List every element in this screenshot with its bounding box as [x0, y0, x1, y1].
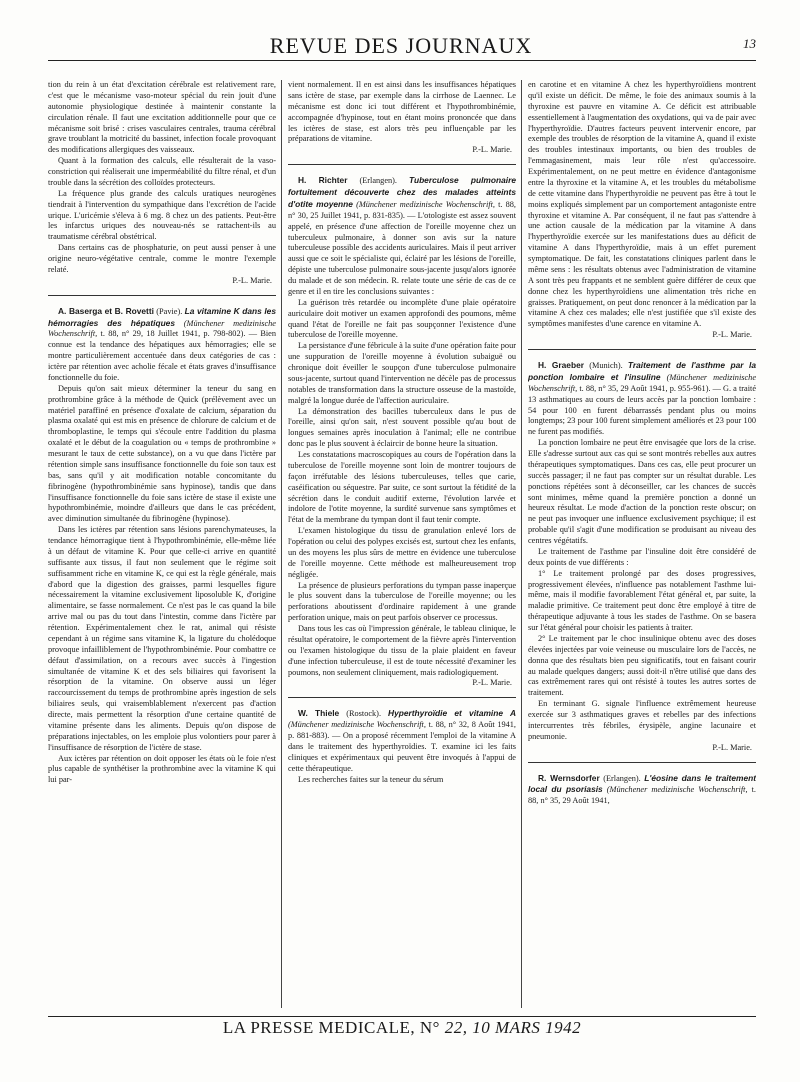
article-heading — [288, 708, 516, 774]
article-body: t. 88, n° 35, 29 Août 1941, p. 955-961). — G. a traité 13 asthmatiques au cours de leurs accès par la ponction lombaire : 54 pour 100 en furent débarrassés pendant plus ou moins longtemps; 23 pour 100 furent simplement améliorés et 23 pour 100 ne furent pas modifiés. — [528, 383, 756, 437]
paragraph: en carotine et en vitamine A chez les hyperthyroïdiens montrent qu'il existe un déficit. De même, le foie des animaux soumis à la thyroxine est pauvre en vitamine A. Ce déficit est attribuable essentiellement à l'augmentation des oxydations, qui va de pair avec l'hyperthyroïdie. D'autres facteurs peuvent intervenir encore, par exemple des troubles de résorption de la vitamine A, quand il existe des troubles intestinaux importants, ou bien des troubles de l'emmagasinement, mais leur rôle n'est qu'accessoire. Expérimentalement, on ne peut mettre en évidence d'antagonisme entre la thyroxine et la vitamine A, et les troubles du métabolisme de cette vitamine dans l'hyperthyroïdie ne peuvent pas être à tout le moins expliqués simplement par un comportement antagoniste entre thyroxine et vitamine A. Par conséquent, il ne faut pas s'attendre à une action causale de la médication par la vitamine A dans l'hyperthyroïdie exercée sur les manifestations dues au déficit de vitamine A dans l'hyperthyroïdie, mais à un effet purement symptomatique. De fait, les constatations cliniques parlent dans le même sens : les résultats obtenus avec l'administration de vitamine A sont très peu frappants et ne semblent guère différer de ceux que donne chez les hyperthyroïdiens une alimentation très riche en graisses. Pratiquement, on peut donc renoncer à la médication par la vitamine A chez ces malades; elle n'est justifiée que s'il existe des symptômes manifestes d'une carence en vitamine A. — [528, 80, 756, 329]
author-signature: P.-L. Marie. — [472, 678, 512, 688]
article-title: Tuberculose pulmonaire fortuitement découverte chez des malades atteints d'otite moyenne — [288, 175, 516, 209]
article-author: W. Thiele — [298, 708, 340, 719]
article-source: (Münchener medizinische Wochenschrift, — [288, 720, 426, 730]
article-source: (Münchener medizinische Wochenschrift, — [528, 372, 756, 393]
author-location: (Erlangen). — [603, 773, 641, 783]
article-title: L'éosine dans le traitement local du psoriasis — [528, 772, 756, 795]
footer-journal-name: LA PRESSE MEDICALE, N° — [222, 1018, 440, 1037]
paragraph: Quant à la formation des calculs, elle résulterait de la vaso-constriction qui réaliserait une imperméabilité du filtre rénal, et d'un trouble dans la sécrétion des colloïdes protecteurs. — [48, 156, 276, 187]
paragraph: La démonstration des bacilles tuberculeux dans le pus de l'oreille, ainsi qu'on sait, n'est souvent possible qu'au bout de longues semaines après inoculation à l'animal; elle ne contribue donc pas le plus souvent à éclaircir de bonne heure la situation. — [288, 406, 516, 449]
paragraph: Dans certains cas de phosphaturie, on peut aussi penser à une origine neuro-végétative centrale, comme le montre l'exemple relaté. — [48, 243, 276, 274]
paragraph: Depuis qu'on sait mieux déterminer la teneur du sang en prothrombine grâce à la méthode de Quick (prélèvement avec un matériel paraffiné en présence d'oxalate de calcium, séparation du plasma oxalaté qui est mis en présence de chlorure de calcium et de thromboplastine, le temps qui s'écoule entre l'addition du plasma oxalaté et le début de la coagulation ou « temps de prothrombine » mesurant le taux de cette substance), on a vu que dans l'ictère par rétention simple sans insuffisance fonctionnelle du foie son taux est bas, sans qu'il y ait modification notable concomitante du fibrinogène (hypothrombinémie sans hypinose), tandis que dans l'insuffisance fonctionnelle du foie sans ictère de stase il existe une hypothrombinémie, moindre d'ailleurs que dans le cas précédent, avec diminution simultanée du fibrinogène (hypinose). — [48, 383, 276, 524]
article-heading — [288, 175, 516, 298]
column-1 — [48, 80, 276, 1007]
article-body: t. 88, n° 29, 18 Juillet 1941, p. 798-802). — Bien connue est la tendance des hépatiques aux hémorragies; elle se montre particulièrement accentuée dans deux catégories de cas : ictère par rétention avec acholie fécale et états graves d'insuffisance fonctionnelle du foie. — [48, 329, 276, 382]
article-title: Hyperthyroïdie et vitamine A — [388, 708, 516, 719]
paragraph: En terminant G. signale l'influence extrêmement heureuse exercée sur 3 asthmatiques graves et rebelles par des infections intercurrentes très fébriles, érysipèle, angine lacunaire et pneumonie. — [528, 699, 756, 741]
paragraph: Dans tous les cas où l'impression générale, le tableau clinique, le résultat opératoire, le comportement de la fièvre après l'intervention ou l'examen histologique du tissu de la plaie plaident en faveur d'une infection tuberculeuse, il est de toute nécessité d'examiner les poumons, non seulement cliniquement, mais radiologiquement. — [288, 624, 516, 677]
author-location: (Erlangen). — [359, 176, 397, 186]
article-heading — [528, 773, 756, 808]
paragraph: La fréquence plus grande des calculs uratiques neurogènes tiendrait à l'intervention du sympathique dans l'excrétion de l'acide urique. L'uricémie s'éleva à 6 mg. 8 chez un des patients. Peut-être les infarctus uriques des nouveau-nés se rattachent-ils au traumatisme cérébral obstétrical. — [48, 188, 276, 242]
paragraph: L'examen histologique du tissu de granulation enlevé lors de l'opération ou celui des polypes excisés est, surtout chez les enfants, un des moyens les plus sûrs de mettre en évidence une tuberculose de l'oreille moyenne. Cette méthode est malheureusement trop négligée. — [288, 526, 516, 579]
journal-title: REVUE DES JOURNAUX — [269, 33, 533, 58]
article-title: Traitement de l'asthme par la ponction lombaire et l'insuline — [528, 360, 756, 382]
article-heading — [48, 306, 276, 384]
column-3 — [528, 80, 756, 1007]
paragraph: tion du rein à un état d'excitation cérébrale est relativement rare, c'est que le mécanisme vaso-moteur spécial du rein jouit d'une autonomie physiologique destinée à maintenir constante la circulation rénale. Il faut une excitation additionnelle pour que ce mécanisme soit brisé : crises vasculaires centrales, trauma cérébral grave troublant la motricité du bassinet, infection focale provoquant des modifications allergiques des vaisseaux. — [48, 80, 276, 155]
header-rule — [48, 60, 756, 61]
page-number: 13 — [743, 36, 756, 51]
article-author: H. Graeber — [538, 360, 584, 370]
author-signature: P.-L. Marie. — [232, 275, 272, 285]
article-body: t. 88, n° 35, 29 Août 1941, — [528, 785, 756, 806]
article-separator — [528, 349, 756, 350]
paragraph: Les constatations macroscopiques au cours de l'opération dans la tuberculose de l'oreille moyenne sont loin de montrer toujours de façon irréfutable des lésions tuberculeuses, telles que carie, caséification ou séquestre. Par suite, ce sont surtout la fétidité de la sécrétion dans le conduit auditif externe, l'évolution larvée et indolore de l'otite moyenne, la surdité survenue sans symptômes et l'état de la membrane du tympan dont il faut tenir compte. — [288, 450, 516, 525]
page-header — [40, 34, 762, 58]
author-signature: P.-L. Marie. — [712, 330, 752, 340]
author-location: (Pavie). — [156, 306, 183, 316]
paragraph: La guérison très retardée ou incomplète d'une plaie opératoire auriculaire doit motiver un examen approfondi des poumons, même quand l'état de l'oreille ne fait pas soupçonner l'existence d'une tuberculose de l'oreille moyenne. — [288, 297, 516, 340]
paragraph: Le traitement de l'asthme par l'insuline doit être considéré de deux points de vue différents : — [528, 546, 756, 567]
paragraph: Aux ictères par rétention on doit opposer les états où le foie n'est plus capable de synthétiser la prothrombine avec la vitamine K qui lui par- — [48, 753, 276, 785]
article-author: R. Wernsdorfer — [538, 772, 600, 783]
paragraph: Les recherches faites sur la teneur du sérum — [298, 774, 444, 784]
author-location: (Munich). — [589, 361, 623, 370]
footer-rule — [48, 1016, 756, 1017]
article-source: (Münchener medizinische Wochenschrift, — [356, 199, 495, 209]
article-separator — [528, 762, 756, 763]
article-separator — [288, 164, 516, 165]
author-location: (Rostock). — [346, 709, 382, 719]
paragraph: 2° Le traitement par le choc insulinique obtenu avec des doses élevées injectées par voie veineuse ou musculaire lors de l'accès, ne donna que des résultats bien peu significatifs, tout en faisant courir au malade quelques dangers; aussi doit-il n'être utilisé que dans des cas extrêmement rares qui ont résisté à toutes les autres sortes de traitement. — [528, 633, 756, 698]
paragraph: 1° Le traitement prolongé par des doses progressives, progressivement élevées, n'influence pas notablement l'asthme lui-même, mais il modifie favorablement l'état général et, par suite, la maladie primitive. Ce traitement peut donc être employé à titre de thérapeutique adjuvante à tous les stades de l'asthme. On se basera sur l'état général pour choisir les patients à traiter. — [528, 568, 756, 632]
article-heading — [528, 360, 756, 438]
paragraph: Dans les ictères par rétention sans lésions parenchymateuses, la tendance hémorragique tient à l'hypothrombinémie, elle-même liée à un défaut de vitamine K. Pour que celle-ci arrive en quantité suffisante aux tissus, il faut non seulement que le régime soit suffisamment riche en vitamine K, ce qui est la règle générale, mais d'abord que la digestion des graisses, parmi lesquelles figure nécessairement la vitamine exclusivement liposoluble K, d'origine alimentaire, se fasse normalement. Ce n'est pas le cas quand la bile arrive mal ou pas du tout dans l'intestin, comme dans l'ictère par rétention. Expérimentalement chez le rat, animal qui résiste cependant à un régime sans vitamine K, la ligature du cholédoque provoque infailliblement de l'hypothrombinémie. Pour combattre ce défaut d'assimilation, on a recours avec succès à l'ingestion simultanée de vitamine K et des sels biliaires qui favorisent la résorption de la vitamine. On observe aussi un léger raccourcissement du temps de prothrombine après ingestion de sels biliaires seuls, qui vraisemblablement n'exercent pas d'action directe, mais permettent la résorption d'une certaine quantité de vitamine présente dans les aliments. Depuis qu'on dispose de préparations injectables, on les emploie plus volontiers pour parer à l'insuffisance de résorption de l'ictère de stase. — [48, 525, 276, 752]
column-divider — [521, 80, 522, 1008]
column-divider — [281, 80, 282, 1008]
article-author: H. Richter — [298, 175, 348, 186]
footer-issue-date: 22, 10 MARS 1942 — [444, 1018, 582, 1037]
paragraph: La ponction lombaire ne peut être envisagée que lors de la crise. Elle s'adresse surtout aux cas qui se sont montrés rebelles aux autres thérapeutiques symptomatiques. Dans ces cas, elle peut procurer un succès passager; il ne faut pas compter sur un résultat durable. Les ponctions répétées sont à déconseiller, car les chances de succès sont minimes, même quand la première ponction a donné un heureux résultat. Le mode d'action de la ponction reste obscur; on ne peut pas invoquer une influence exclusivement psychique; il est probable qu'il s'agit d'une modification se produisant au niveau des centres végétatifs. — [528, 438, 756, 545]
author-signature: P.-L. Marie. — [712, 742, 752, 752]
column-2 — [288, 80, 516, 1007]
paragraph: La persistance d'une fébricule à la suite d'une opération faite pour une suppuration de l'oreille moyenne à évolution subaiguë ou chronique doit éveiller le soupçon d'une tuberculose pulmonaire sous-jacente, surtout quand l'intervention ne décèle pas de processus notables de transformation dans la structure osseuse de la mastoïde, malgré la longue durée de l'affection auriculaire. — [288, 341, 516, 405]
article-separator — [48, 295, 276, 296]
page-footer — [48, 1018, 756, 1038]
article-body: t. 88, n° 30, 25 Juillet 1941, p. 831-835). — L'otologiste est assez souvent appelé, en présence d'une affection de l'oreille moyenne chez un tuberculeux pulmonaire, à donner son avis sur la nature tuberculeuse possible des accidents auriculaires. Mais il peut arriver aussi que ce soit le spécialiste qui, éclairé par les lésions de l'oreille, dépiste une tuberculose pulmonaire sous-jacente jusqu'alors ignorée du malade et de son médecin. R. relate toute une série de cas de ce genre et il en tire les conclusions suivantes : — [288, 199, 516, 296]
article-separator — [288, 697, 516, 698]
paragraph: La présence de plusieurs perforations du tympan passe inaperçue le plus souvent dans la tuberculose de l'oreille moyenne; ou les perforations aboutissent d'ordinaire rapidement à une grande perforation unique, mais on peut parfois observer ce processus. — [288, 580, 516, 623]
article-source: (Münchener medizinische Wochenschrift, — [48, 318, 276, 339]
article-body: t. 88, n° 32, 8 Août 1941, p. 881-883). — On a proposé récemment l'emploi de la vitamine A dans le traitement des hyperthyroïdies. T. examine ici les faits cliniques et expérimentaux qui peuvent être invoqués à l'appui de cette thérapeutique. — [288, 720, 516, 773]
author-signature: P.-L. Marie. — [472, 145, 512, 155]
paragraph: vient normalement. Il en est ainsi dans les insuffisances hépatiques sans ictère de stase, par exemple dans la cirrhose de Laennec. Le mécanisme est donc ici tout différent et l'hypothrombinémie, accompagnée d'hypinose, tout en étant moins prononcée que dans les ictères de stase, est alors très peu influençable par les préparations de vitamine. — [288, 80, 516, 144]
article-author: A. Baserga et B. Rovetti — [58, 305, 154, 316]
article-source: (Münchener medizinische Wochenschrift, — [606, 785, 748, 795]
article-title: La vitamine K dans les hémorragies des hépatiques — [48, 305, 276, 328]
